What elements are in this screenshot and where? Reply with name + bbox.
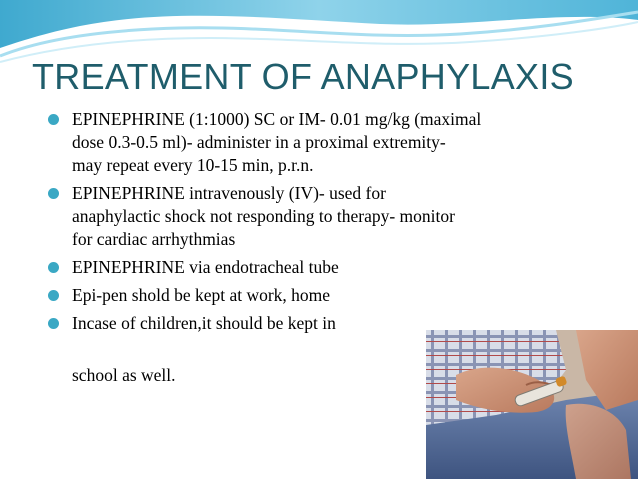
bullet-item <box>48 182 608 251</box>
bullet-line: Incase of children,it should be kept in <box>72 313 336 333</box>
bullet-icon <box>48 262 59 273</box>
bullet-continuation-text: school as well. <box>72 365 176 385</box>
photo-illustration <box>426 330 638 479</box>
bullet-line: dose 0.3-0.5 ml)- administer in a proximal extremity- <box>72 132 446 152</box>
bullet-line: anaphylactic shock not responding to therapy- monitor <box>72 206 455 226</box>
bullet-icon <box>48 318 59 329</box>
epipen-injection-photo <box>426 330 638 479</box>
bullet-list <box>48 108 608 340</box>
bullet-line: EPINEPHRINE (1:1000) SC or IM- 0.01 mg/kg (maximal <box>72 109 482 129</box>
bullet-line: EPINEPHRINE intravenously (IV)- used for <box>72 183 386 203</box>
bullet-item <box>48 108 608 177</box>
bullet-icon <box>48 188 59 199</box>
slide-title: TREATMENT OF ANAPHYLAXIS <box>32 56 574 97</box>
bullet-line: may repeat every 10-15 min, p.r.n. <box>72 155 314 175</box>
bullet-line: Epi-pen shold be kept at work, home <box>72 285 331 305</box>
bullet-icon <box>48 290 59 301</box>
bullet-item <box>48 256 608 279</box>
bullet-icon <box>48 114 59 125</box>
bullet-item <box>48 284 608 307</box>
bullet-line: for cardiac arrhythmias <box>72 229 236 249</box>
bullet-line: EPINEPHRINE via endotracheal tube <box>72 257 339 277</box>
